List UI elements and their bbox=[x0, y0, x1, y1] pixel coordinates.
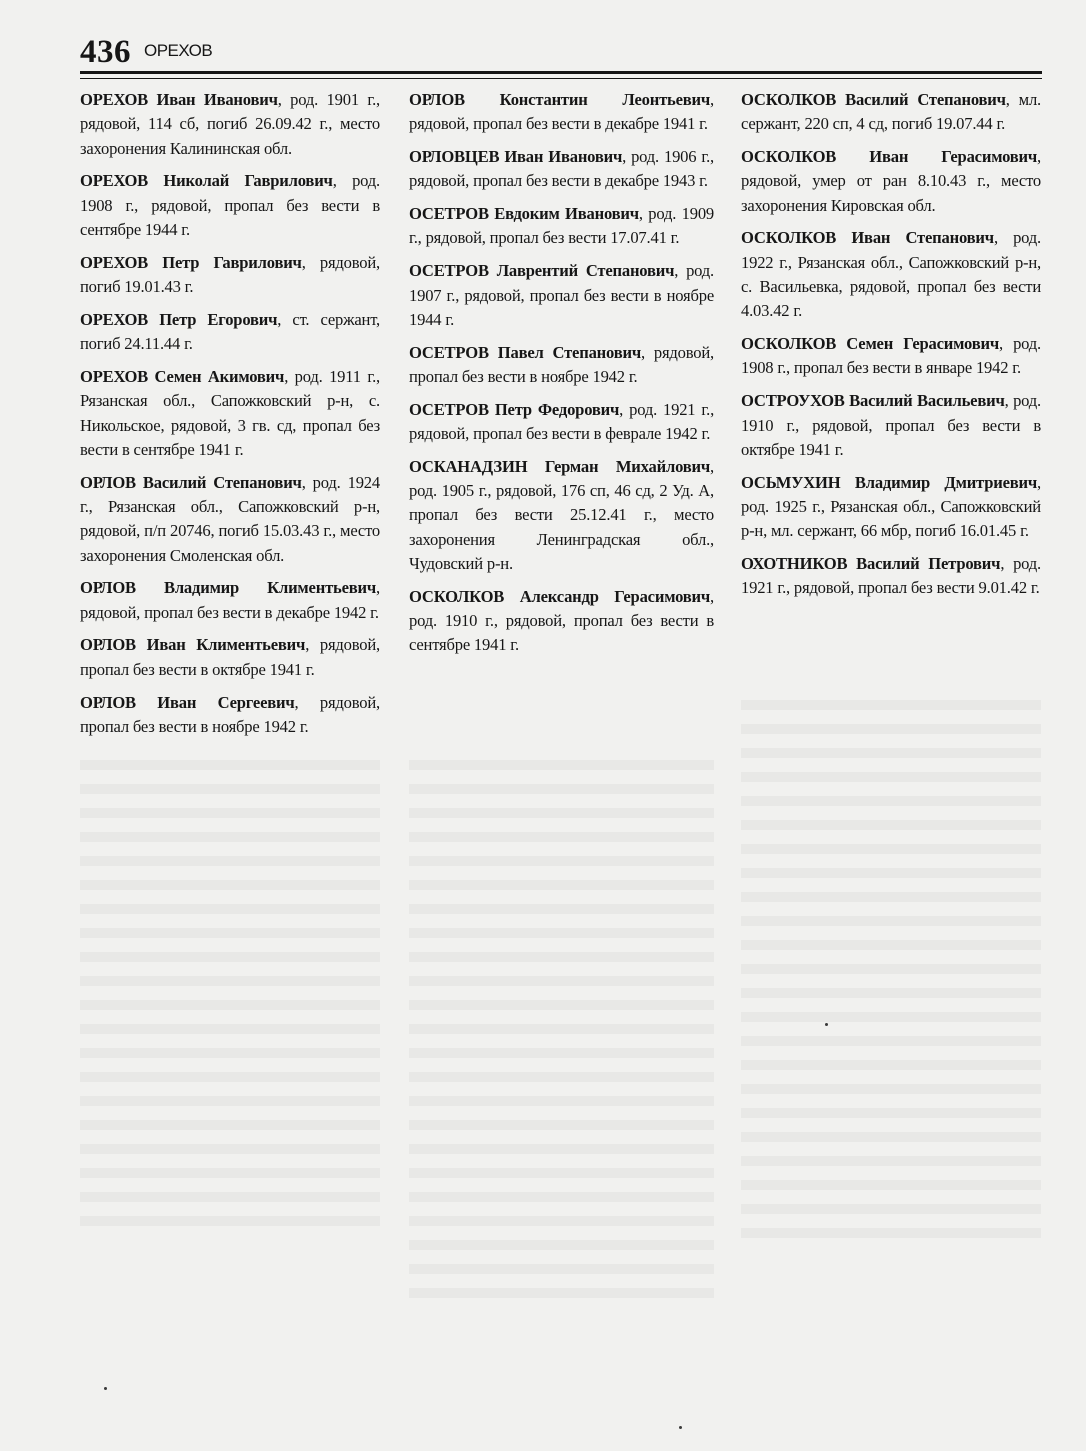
entry-details: , ст. сержант, погиб 24.11.44 г. bbox=[80, 309, 380, 354]
entry-name: ОСТРОУХОВ Василий Васильевич bbox=[741, 391, 1005, 411]
entry bbox=[409, 145, 714, 194]
entry bbox=[741, 389, 1041, 462]
scan-speck bbox=[679, 1426, 682, 1429]
entry-details: , род. 1911 г., Рязанская обл., Сапожковский р-н, с. Никольское, рядовой, 3 гв. сд, пропал без вести в сентябре 1941 г. bbox=[80, 366, 381, 459]
entry bbox=[741, 552, 1041, 601]
entry bbox=[741, 332, 1041, 381]
entry-details: , рядовой, пропал без вести в декабре 1942 г. bbox=[80, 578, 380, 622]
scan-speck bbox=[104, 1387, 107, 1390]
entry-details: , род. 1909 г., рядовой, пропал без вести 17.07.41 г. bbox=[409, 204, 715, 248]
column-1 bbox=[80, 88, 380, 748]
entry-name: ОРЕХОВ Петр Егорович bbox=[80, 309, 278, 329]
entry bbox=[409, 585, 714, 658]
entry-details: , род. 1922 г., Рязанская обл., Сапожковский р-н, с. Васильевка, рядовой, пропал без вести 4.03.42 г. bbox=[741, 228, 1041, 321]
entry-details: , рядовой, пропал без вести в октябре 1941 г. bbox=[80, 635, 381, 679]
entry bbox=[80, 308, 380, 357]
entry bbox=[741, 88, 1041, 137]
header-rule-thin bbox=[80, 78, 1042, 79]
entry bbox=[80, 633, 380, 682]
entry-details: , род. 1905 г., рядовой, 176 сп, 46 сд, 2 Уд. А, пропал без вести 25.12.41 г., место захоронения Ленинградская обл., Чудовский р-н. bbox=[409, 456, 714, 574]
entry bbox=[409, 202, 714, 251]
entry bbox=[80, 691, 380, 740]
entry-details: , род. 1910 г., рядовой, пропал без вести в октябре 1941 г. bbox=[741, 391, 1041, 459]
entry-name: ОСЬМУХИН Владимир Дмитриевич bbox=[741, 472, 1038, 492]
entry-name: ОРЛОВ Владимир Климентьевич bbox=[80, 578, 377, 598]
entry bbox=[80, 88, 380, 161]
show-through-block-middle bbox=[409, 760, 714, 1300]
entry bbox=[409, 88, 714, 137]
entry-name: ОРЛОВ Константин Леонтьевич bbox=[409, 90, 711, 109]
entry-details: , род. 1924 г., Рязанская обл., Сапожковский р-н, рядовой, п/п 20746, погиб 15.03.43 г., место захоронения Смоленская обл. bbox=[80, 472, 380, 565]
scan-speck bbox=[825, 1023, 828, 1026]
show-through-block-right bbox=[741, 700, 1041, 1240]
entry-details: , род. 1908 г., пропал без вести в январе 1942 г. bbox=[741, 334, 1041, 378]
entry-name: ОСЕТРОВ Евдоким Иванович bbox=[409, 204, 639, 224]
page-number: 436 bbox=[80, 34, 131, 70]
entry-name: ОРЕХОВ Петр Гаврилович bbox=[80, 252, 302, 272]
entry bbox=[80, 169, 380, 242]
entry bbox=[409, 455, 714, 576]
entry-name: ОРЛОВ Иван Климентьевич bbox=[80, 635, 306, 655]
entry bbox=[741, 226, 1041, 323]
entry-details: , род. 1925 г., Рязанская обл., Сапожковский р-н, мл. сержант, 66 мбр, погиб 16.01.45 г. bbox=[741, 472, 1041, 541]
entry bbox=[741, 145, 1041, 218]
running-head: ОРЕХОВ bbox=[144, 41, 213, 60]
entry-details: , рядовой, пропал без вести в ноябре 1942 г. bbox=[409, 342, 715, 386]
entry-details: , рядовой, пропал без вести в декабре 1941 г. bbox=[409, 90, 714, 134]
entry bbox=[80, 576, 380, 625]
entry bbox=[741, 471, 1041, 544]
entry bbox=[409, 398, 714, 447]
entry-name: ОРЛОВ Василий Степанович bbox=[80, 472, 302, 492]
entry-name: ОСКОЛКОВ Василий Степанович bbox=[741, 90, 1006, 109]
entry-details: , рядовой, погиб 19.01.43 г. bbox=[80, 252, 381, 297]
entry-name: ОСКАНАДЗИН Герман Михайлович bbox=[409, 456, 711, 476]
page-header bbox=[80, 30, 1042, 70]
entry-name: ОРЛОВ Иван Сергеевич bbox=[80, 692, 295, 712]
entry-name: ОСЕТРОВ Лаврентий Степанович bbox=[409, 261, 675, 281]
entry-details: , род. 1901 г., рядовой, 114 сб, погиб 26.09.42 г., место захоронения Калининская обл. bbox=[80, 90, 381, 158]
entry-details: , род. 1906 г., рядовой, пропал без вести в декабре 1943 г. bbox=[409, 147, 714, 191]
show-through-block-left bbox=[80, 760, 380, 1240]
entry-details: , род. 1907 г., рядовой, пропал без вести в ноябре 1944 г. bbox=[409, 261, 714, 329]
entry-details: , род. 1921 г., рядовой, пропал без вести в феврале 1942 г. bbox=[409, 399, 715, 444]
entry-details: , род. 1908 г., рядовой, пропал без вести в сентябре 1944 г. bbox=[80, 171, 380, 239]
entry-name: ОСКОЛКОВ Иван Степанович bbox=[741, 228, 994, 248]
column-3 bbox=[741, 88, 1041, 609]
entry-name: ОСЕТРОВ Петр Федорович bbox=[409, 399, 620, 419]
entry-name: ОСКОЛКОВ Александр Герасимович bbox=[409, 586, 711, 606]
column-2 bbox=[409, 88, 714, 666]
entry-name: ОРЕХОВ Николай Гаврилович bbox=[80, 171, 333, 191]
entry bbox=[80, 365, 380, 462]
entry-name: ОСЕТРОВ Павел Степанович bbox=[409, 342, 642, 362]
entry-details: , рядовой, пропал без вести в ноябре 1942 г. bbox=[80, 692, 380, 736]
entry-name: ОСКОЛКОВ Семен Герасимович bbox=[741, 334, 999, 354]
entry-name: ОХОТНИКОВ Василий Петрович bbox=[741, 554, 1001, 574]
entry bbox=[80, 251, 380, 300]
entry bbox=[80, 471, 380, 568]
entry-details: , мл. сержант, 220 сп, 4 сд, погиб 19.07.44 г. bbox=[741, 90, 1041, 134]
entry bbox=[409, 259, 714, 332]
entry-name: ОРЕХОВ Семен Акимович bbox=[80, 366, 285, 386]
entry bbox=[409, 341, 714, 390]
entry-name: ОСКОЛКОВ Иван Герасимович bbox=[741, 147, 1038, 167]
entry-details: , род. 1910 г., рядовой, пропал без вести в сентябре 1941 г. bbox=[409, 586, 714, 655]
entry-details: , рядовой, умер от ран 8.10.43 г., место захоронения Кировская обл. bbox=[741, 147, 1041, 215]
entry-name: ОРЛОВЦЕВ Иван Иванович bbox=[409, 147, 623, 167]
header-rule-thick bbox=[80, 71, 1042, 74]
entry-details: , род. 1921 г., рядовой, пропал без вести 9.01.42 г. bbox=[741, 554, 1041, 598]
entry-name: ОРЕХОВ Иван Иванович bbox=[80, 90, 278, 109]
